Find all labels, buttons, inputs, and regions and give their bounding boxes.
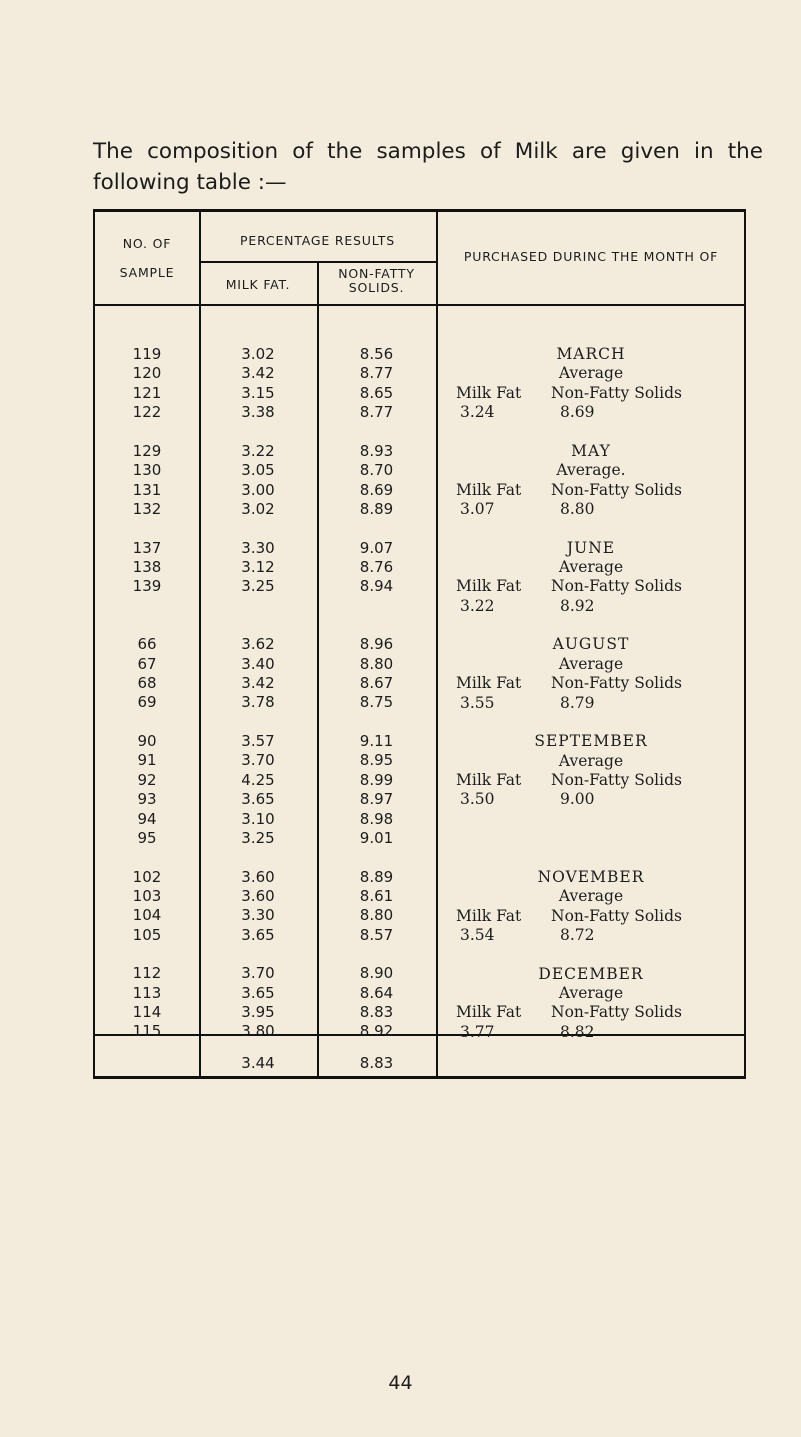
average-non-fatty: 9.00 xyxy=(560,790,595,809)
milk-fat-column xyxy=(199,345,317,1061)
average-non-fatty: 8.79 xyxy=(560,693,595,712)
sample-number: 94 xyxy=(137,809,157,828)
month-name: DECEMBER xyxy=(538,964,644,983)
milk-fat-value: 3.05 xyxy=(241,461,275,480)
milk-fat-value: 3.70 xyxy=(241,964,275,983)
sample-number: 131 xyxy=(132,480,162,499)
non-fatty-value: 8.83 xyxy=(359,1003,394,1022)
sample-number: 139 xyxy=(132,577,162,596)
milk-fat-label: Milk Fat xyxy=(456,1003,522,1022)
milk-fat-value: 3.12 xyxy=(241,557,275,576)
milk-fat-label: Milk Fat xyxy=(456,480,522,499)
non-fatty-label: Non-Fatty Solids xyxy=(551,1003,682,1022)
average-milk-fat: 3.22 xyxy=(460,596,495,615)
average-milk-fat: 3.50 xyxy=(460,790,495,809)
sample-number: 120 xyxy=(132,364,162,383)
milk-fat-value: 3.95 xyxy=(241,1003,275,1022)
sample-number: 102 xyxy=(132,867,162,886)
sample-number: 68 xyxy=(137,674,157,693)
average-non-fatty: 8.80 xyxy=(560,499,595,518)
sample-number: 95 xyxy=(137,828,157,847)
page-number: 44 xyxy=(388,1372,413,1394)
sample-number: 137 xyxy=(132,538,162,557)
milk-fat-value: 3.70 xyxy=(241,751,275,770)
non-fatty-value: 9.01 xyxy=(359,828,394,847)
non-fatty-value: 8.64 xyxy=(359,983,394,1002)
milk-fat-value: 3.65 xyxy=(241,983,275,1002)
milk-fat-value: 3.42 xyxy=(241,674,275,693)
sample-number: 103 xyxy=(132,886,162,905)
sample-number: 67 xyxy=(137,654,157,673)
non-fatty-value: 8.77 xyxy=(359,364,394,383)
non-fatty-value: 9.07 xyxy=(359,538,394,557)
milk-fat-value: 3.15 xyxy=(241,383,275,402)
milk-fat-value: 3.65 xyxy=(241,790,275,809)
month-name: MAY xyxy=(571,441,611,460)
month-name: SEPTEMBER xyxy=(534,732,648,751)
sample-number: 115 xyxy=(132,1022,162,1041)
milk-fat-value: 3.10 xyxy=(241,809,275,828)
average-non-fatty: 8.82 xyxy=(560,1022,595,1041)
sample-number: 104 xyxy=(132,906,162,925)
header-sample: SAMPLE xyxy=(119,265,175,280)
header-purchased-month: PURCHASED DURINC THE MONTH OF xyxy=(463,249,719,264)
header-rule xyxy=(95,304,744,306)
average-non-fatty: 8.72 xyxy=(560,925,595,944)
milk-fat-value: 3.38 xyxy=(241,403,275,422)
month-summary xyxy=(438,345,744,423)
sample-number xyxy=(95,597,199,616)
milk-fat-value: 4.25 xyxy=(241,770,275,789)
milk-fat-value: 3.60 xyxy=(241,886,275,905)
non-fatty-label: Non-Fatty Solids xyxy=(551,770,682,789)
milk-fat-value: 3.40 xyxy=(241,654,275,673)
non-fatty-value: 8.56 xyxy=(359,345,394,363)
milk-fat-label: Milk Fat xyxy=(456,674,522,693)
sample-number: 93 xyxy=(137,790,157,809)
milk-fat-label: Milk Fat xyxy=(456,770,522,789)
header-non-fatty-line2: SOLIDS. xyxy=(348,280,405,295)
non-fatty-value xyxy=(317,597,436,616)
milk-fat-label: Milk Fat xyxy=(456,577,522,596)
sample-number: 66 xyxy=(137,635,157,654)
sample-number: 132 xyxy=(132,499,162,518)
milk-fat-value: 3.30 xyxy=(241,906,275,925)
non-fatty-value: 8.96 xyxy=(359,635,394,654)
sample-number: 91 xyxy=(137,751,157,770)
sample-number: 121 xyxy=(132,383,162,402)
sample-number: 119 xyxy=(132,345,162,363)
non-fatty-value: 8.99 xyxy=(359,770,394,789)
non-fatty-value: 8.92 xyxy=(359,1022,394,1041)
average-milk-fat: 3.07 xyxy=(460,499,495,518)
non-fatty-label: Non-Fatty Solids xyxy=(551,577,682,596)
milk-fat-label: Milk Fat xyxy=(456,383,522,402)
total-milk-fat: 3.44 xyxy=(241,1054,275,1072)
non-fatty-value: 8.93 xyxy=(359,441,394,460)
milk-fat-value: 3.22 xyxy=(241,441,275,460)
non-fatty-label: Non-Fatty Solids xyxy=(551,480,682,499)
header-non-fatty-line1: NON-FATTY xyxy=(338,266,415,281)
sample-number: 129 xyxy=(132,441,162,460)
non-fatty-value: 8.69 xyxy=(359,480,394,499)
average-label: Average xyxy=(558,751,624,770)
intro-paragraph xyxy=(93,136,763,198)
non-fatty-value: 8.80 xyxy=(359,654,394,673)
non-fatty-value: 8.76 xyxy=(359,557,394,576)
sample-number: 112 xyxy=(132,964,162,983)
average-milk-fat: 3.55 xyxy=(460,693,495,712)
milk-fat-value: 3.00 xyxy=(241,480,275,499)
month-name: MARCH xyxy=(556,345,626,363)
average-label: Average. xyxy=(556,461,626,480)
average-milk-fat: 3.24 xyxy=(460,403,495,422)
total-non-fatty: 8.83 xyxy=(359,1054,394,1072)
milk-fat-value: 3.02 xyxy=(241,499,275,518)
sample-number-column xyxy=(95,345,199,1061)
sample-number: 105 xyxy=(132,925,162,944)
milk-fat-value: 3.80 xyxy=(241,1022,275,1041)
sample-number: 90 xyxy=(137,732,157,750)
milk-fat-value: 3.30 xyxy=(241,538,275,557)
milk-fat-value: 3.25 xyxy=(241,577,275,596)
non-fatty-value: 8.80 xyxy=(359,906,394,925)
milk-fat-value: 3.62 xyxy=(241,635,275,654)
average-non-fatty: 8.92 xyxy=(560,596,595,615)
header-milk-fat: MILK FAT. xyxy=(225,277,291,292)
sample-number: 113 xyxy=(132,983,162,1002)
non-fatty-value: 9.11 xyxy=(359,732,394,750)
milk-composition-table xyxy=(93,209,746,1079)
header-percentage-results: PERCENTAGE RESULTS xyxy=(240,233,395,248)
sample-number: 92 xyxy=(137,770,157,789)
milk-fat-value: 3.25 xyxy=(241,828,275,847)
milk-fat-value xyxy=(199,597,317,616)
sample-number: 130 xyxy=(132,461,162,480)
non-fatty-value: 8.89 xyxy=(359,867,394,886)
intro-line-2: following table :— xyxy=(93,170,287,195)
month-name: AUGUST xyxy=(552,635,630,654)
non-fatty-value: 8.57 xyxy=(359,925,394,944)
average-milk-fat: 3.77 xyxy=(460,1022,495,1041)
non-fatty-value: 8.98 xyxy=(359,809,394,828)
non-fatty-value: 8.75 xyxy=(359,693,394,712)
intro-line-1: The composition of the samples of Milk are given in the xyxy=(93,139,763,164)
sample-number: 122 xyxy=(132,403,162,422)
milk-fat-value: 3.02 xyxy=(241,345,275,363)
milk-fat-value: 3.42 xyxy=(241,364,275,383)
header-no-of: NO. OF xyxy=(122,236,172,251)
non-fatty-label: Non-Fatty Solids xyxy=(551,906,682,925)
non-fatty-solids-column xyxy=(317,345,436,1061)
non-fatty-value: 8.70 xyxy=(359,461,394,480)
non-fatty-value: 8.95 xyxy=(359,751,394,770)
average-label: Average xyxy=(558,983,624,1002)
milk-fat-value: 3.60 xyxy=(241,867,275,886)
month-summary xyxy=(438,732,744,810)
non-fatty-value: 8.65 xyxy=(359,383,394,402)
average-label: Average xyxy=(558,887,624,906)
non-fatty-value: 8.77 xyxy=(359,403,394,422)
average-label: Average xyxy=(558,654,624,673)
month-name: JUNE xyxy=(566,538,616,557)
non-fatty-value: 8.89 xyxy=(359,499,394,518)
month-summary xyxy=(438,539,744,617)
subheader-rule xyxy=(199,261,436,263)
milk-fat-value: 3.78 xyxy=(241,693,275,712)
sample-number: 69 xyxy=(137,693,157,712)
milk-fat-label: Milk Fat xyxy=(456,906,522,925)
milk-fat-value: 3.57 xyxy=(241,732,275,750)
average-label: Average xyxy=(558,557,624,576)
average-milk-fat: 3.54 xyxy=(460,925,495,944)
average-non-fatty: 8.69 xyxy=(560,403,595,422)
milk-fat-value: 3.65 xyxy=(241,925,275,944)
month-summary xyxy=(438,635,744,713)
non-fatty-label: Non-Fatty Solids xyxy=(551,383,682,402)
month-summary xyxy=(438,965,744,1043)
sample-number: 138 xyxy=(132,557,162,576)
non-fatty-value: 8.97 xyxy=(359,790,394,809)
non-fatty-value: 8.67 xyxy=(359,674,394,693)
non-fatty-value: 8.94 xyxy=(359,577,394,596)
non-fatty-value: 8.90 xyxy=(359,964,394,983)
non-fatty-label: Non-Fatty Solids xyxy=(551,674,682,693)
month-name: NOVEMBER xyxy=(537,867,645,886)
non-fatty-value: 8.61 xyxy=(359,886,394,905)
average-label: Average xyxy=(558,364,624,383)
month-summary xyxy=(438,868,744,946)
sample-number: 114 xyxy=(132,1003,162,1022)
month-summary xyxy=(438,442,744,520)
